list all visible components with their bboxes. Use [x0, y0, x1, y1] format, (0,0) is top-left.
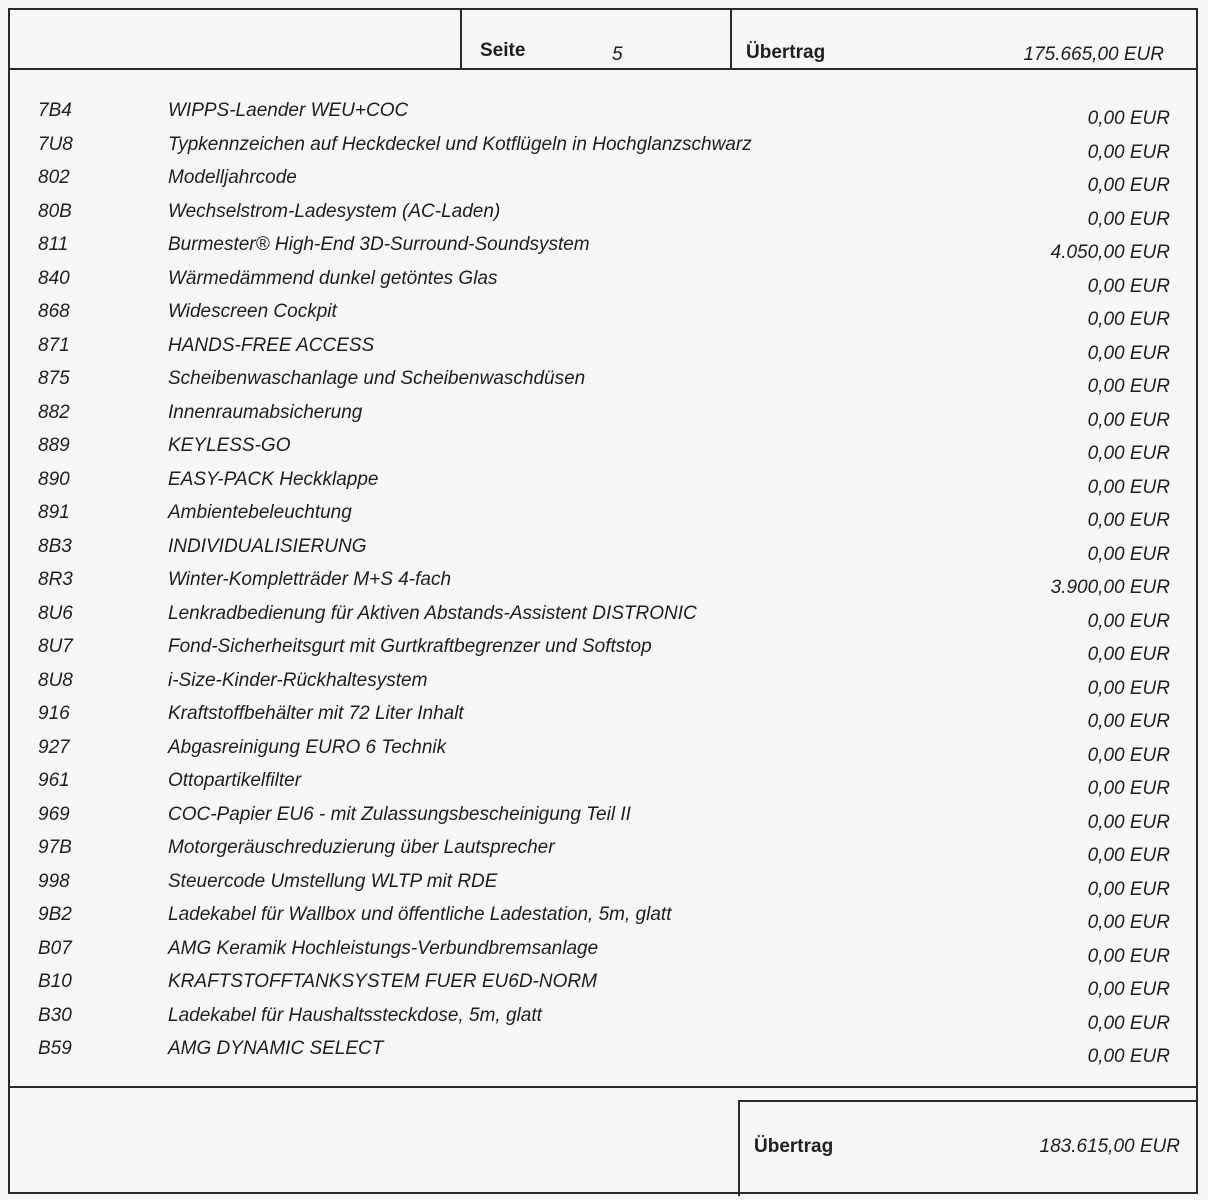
option-price: 0,00 EUR — [1087, 208, 1170, 230]
option-price: 0,00 EUR — [1087, 878, 1170, 900]
carry-cell — [732, 8, 1194, 68]
option-code: 8B3 — [38, 535, 72, 557]
option-code: B59 — [38, 1038, 72, 1059]
option-price: 0,00 EUR — [1087, 543, 1170, 565]
list-item — [8, 636, 1198, 670]
line-items-list — [8, 100, 1198, 1072]
list-item — [8, 737, 1198, 771]
option-price: 0,00 EUR — [1087, 711, 1170, 732]
list-item — [8, 904, 1198, 938]
option-code: 840 — [38, 267, 70, 289]
list-item — [8, 469, 1198, 503]
option-code: 9B2 — [38, 904, 72, 925]
option-code: 8U8 — [38, 669, 73, 691]
list-item — [8, 100, 1198, 134]
option-price: 0,00 EUR — [1087, 1046, 1170, 1067]
option-price: 0,00 EUR — [1087, 141, 1170, 163]
option-description: HANDS-FREE ACCESS — [168, 334, 375, 356]
footer-carry-value: 183.615,00 EUR — [1039, 1136, 1180, 1157]
option-code: B10 — [38, 971, 72, 992]
option-code: 882 — [38, 401, 70, 423]
option-price: 3.900,00 EUR — [1050, 577, 1170, 598]
option-description: Widescreen Cockpit — [168, 301, 337, 322]
option-code: 868 — [38, 301, 70, 322]
option-price: 0,00 EUR — [1087, 845, 1170, 866]
list-item — [8, 435, 1198, 469]
option-description: AMG Keramik Hochleistungs-Verbundbremsanlage — [168, 937, 599, 959]
carry-value: 175.665,00 EUR — [1023, 44, 1164, 65]
page-label: Seite — [480, 40, 526, 61]
option-code: 871 — [38, 334, 70, 356]
list-item — [8, 502, 1198, 536]
option-price: 0,00 EUR — [1087, 778, 1170, 799]
option-code: B07 — [38, 937, 72, 959]
option-price: 0,00 EUR — [1087, 677, 1170, 699]
option-price: 0,00 EUR — [1087, 108, 1170, 129]
page-number: 5 — [612, 44, 623, 65]
page-footer — [8, 1086, 1198, 1194]
option-description: Steuercode Umstellung WLTP mit RDE — [168, 870, 498, 892]
option-price: 0,00 EUR — [1087, 342, 1170, 364]
option-code: 916 — [38, 703, 70, 724]
option-price: 0,00 EUR — [1087, 811, 1170, 833]
option-code: 80B — [38, 200, 72, 222]
option-description: Scheibenwaschanlage und Scheibenwaschdüsen — [168, 368, 586, 389]
option-description: INDIVIDUALISIERUNG — [168, 535, 367, 557]
option-code: 8R3 — [38, 569, 73, 590]
option-price: 0,00 EUR — [1087, 610, 1170, 632]
list-item — [8, 703, 1198, 737]
list-item — [8, 268, 1198, 302]
option-description: Abgasreinigung EURO 6 Technik — [168, 736, 447, 758]
option-price: 0,00 EUR — [1087, 644, 1170, 665]
option-description: COC-Papier EU6 - mit Zulassungsbescheinigung Teil II — [168, 803, 631, 825]
option-price: 0,00 EUR — [1087, 409, 1170, 431]
list-item — [8, 603, 1198, 637]
page-header — [8, 8, 1198, 70]
option-description: Ottopartikelfilter — [168, 770, 302, 791]
option-code: 891 — [38, 502, 70, 523]
list-item — [8, 871, 1198, 905]
option-description: AMG DYNAMIC SELECT — [168, 1038, 384, 1059]
option-code: 97B — [38, 837, 72, 858]
list-item — [8, 134, 1198, 168]
footer-carry-cell — [738, 1100, 1196, 1196]
option-description: Wärmedämmend dunkel getöntes Glas — [168, 267, 498, 289]
option-price: 0,00 EUR — [1087, 1012, 1170, 1034]
option-price: 4.050,00 EUR — [1050, 242, 1170, 263]
option-price: 0,00 EUR — [1087, 510, 1170, 531]
option-description: i-Size-Kinder-Rückhaltesystem — [168, 669, 428, 691]
list-item — [8, 536, 1198, 570]
list-item — [8, 167, 1198, 201]
option-price: 0,00 EUR — [1087, 175, 1170, 196]
list-item — [8, 1005, 1198, 1039]
option-price: 0,00 EUR — [1087, 443, 1170, 464]
option-code: 8U7 — [38, 636, 73, 657]
option-code: 875 — [38, 368, 70, 389]
option-code: 802 — [38, 167, 70, 188]
option-code: 8U6 — [38, 602, 73, 624]
list-item — [8, 402, 1198, 436]
option-price: 0,00 EUR — [1087, 979, 1170, 1000]
option-code: 890 — [38, 468, 70, 490]
list-item — [8, 368, 1198, 402]
option-description: Wechselstrom-Ladesystem (AC-Laden) — [168, 200, 501, 222]
option-description: Lenkradbedienung für Aktiven Abstands-Assistent DISTRONIC — [168, 602, 697, 624]
option-code: 969 — [38, 803, 70, 825]
list-item — [8, 335, 1198, 369]
option-code: 811 — [38, 234, 69, 255]
list-item — [8, 1038, 1198, 1072]
option-description: EASY-PACK Heckklappe — [168, 468, 379, 490]
option-price: 0,00 EUR — [1087, 376, 1170, 397]
list-item — [8, 971, 1198, 1005]
list-item — [8, 837, 1198, 871]
option-description: Kraftstoffbehälter mit 72 Liter Inhalt — [168, 703, 464, 724]
list-item — [8, 301, 1198, 335]
option-description: Winter-Kompletträder M+S 4-fach — [168, 569, 452, 590]
option-price: 0,00 EUR — [1087, 912, 1170, 933]
list-item — [8, 770, 1198, 804]
option-description: Ladekabel für Wallbox und öffentliche Ladestation, 5m, glatt — [168, 904, 672, 925]
option-code: 961 — [38, 770, 70, 791]
option-description: Motorgeräuschreduzierung über Lautsprecher — [168, 837, 555, 858]
option-description: Ambientebeleuchtung — [168, 502, 352, 523]
option-description: WIPPS-Laender WEU+COC — [168, 100, 409, 121]
list-item — [8, 804, 1198, 838]
option-code: 7B4 — [38, 100, 72, 121]
list-item — [8, 234, 1198, 268]
option-description: Burmester® High-End 3D-Surround-Soundsystem — [168, 234, 590, 255]
carry-label: Übertrag — [746, 42, 826, 63]
option-code: B30 — [38, 1004, 72, 1026]
option-description: Fond-Sicherheitsgurt mit Gurtkraftbegrenzer und Softstop — [168, 636, 652, 657]
option-code: 927 — [38, 736, 70, 758]
option-description: Typkennzeichen auf Heckdeckel und Kotflügeln in Hochglanzschwarz — [168, 133, 752, 155]
list-item — [8, 670, 1198, 704]
list-item — [8, 938, 1198, 972]
option-price: 0,00 EUR — [1087, 309, 1170, 330]
option-description: KRAFTSTOFFTANKSYSTEM FUER EU6D-NORM — [168, 971, 597, 992]
option-description: Modelljahrcode — [168, 167, 297, 188]
footer-carry-label: Übertrag — [754, 1136, 834, 1157]
option-description: Ladekabel für Haushaltssteckdose, 5m, glatt — [168, 1004, 542, 1026]
list-item — [8, 569, 1198, 603]
option-description: KEYLESS-GO — [168, 435, 291, 456]
list-item — [8, 201, 1198, 235]
option-price: 0,00 EUR — [1087, 275, 1170, 297]
page-number-cell — [460, 8, 732, 68]
option-code: 7U8 — [38, 133, 73, 155]
option-code: 889 — [38, 435, 70, 456]
option-code: 998 — [38, 870, 70, 892]
option-price: 0,00 EUR — [1087, 744, 1170, 766]
option-price: 0,00 EUR — [1087, 945, 1170, 967]
header-blank-cell — [8, 8, 460, 68]
option-price: 0,00 EUR — [1087, 476, 1170, 498]
option-description: Innenraumabsicherung — [168, 401, 363, 423]
